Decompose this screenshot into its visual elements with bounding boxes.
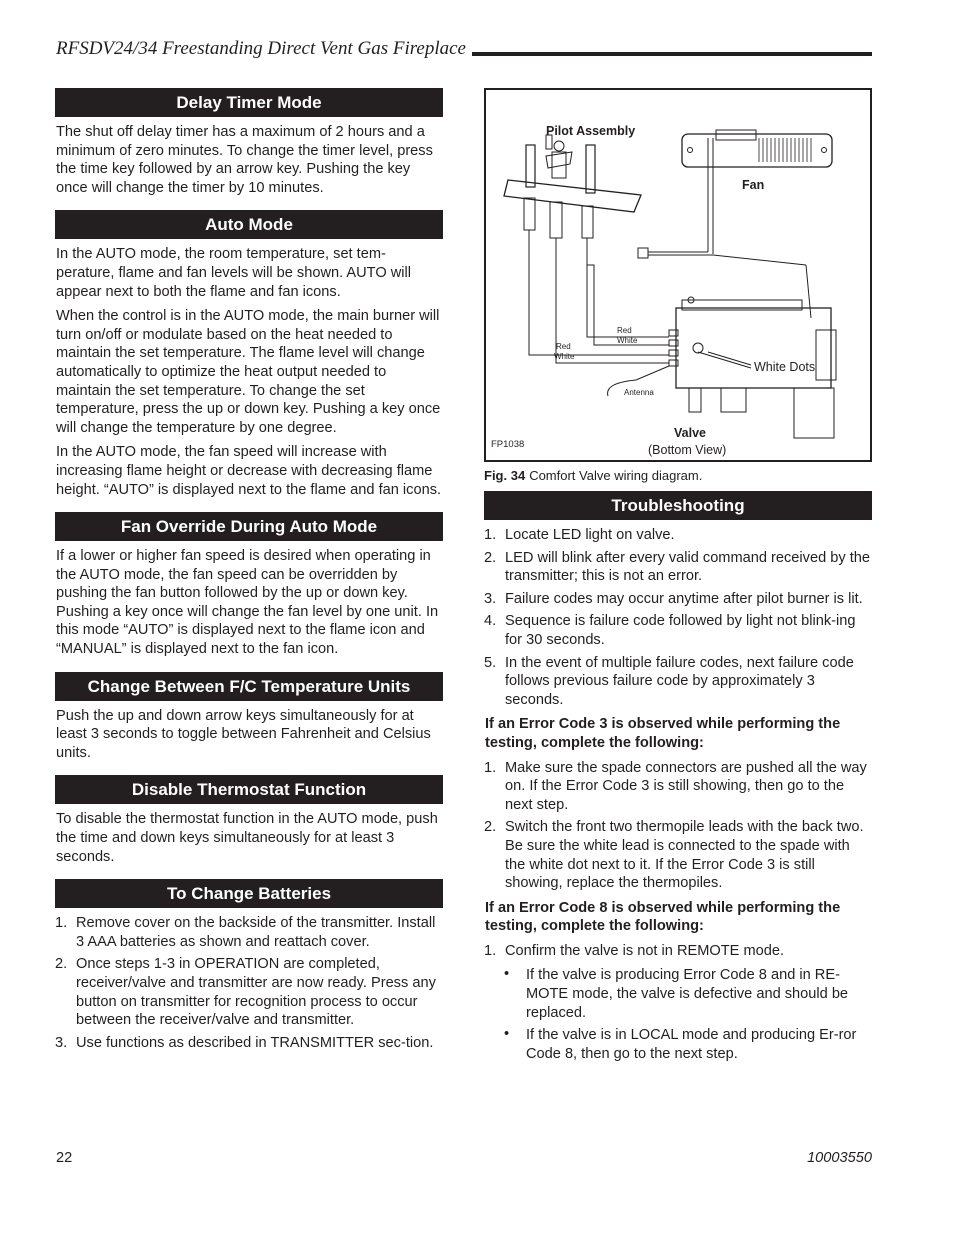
error-code-3-list — [484, 759, 872, 893]
list-item: • If the valve is producing Error Code 8 and in RE-MOTE mode, the valve is defective and should be replaced. — [504, 966, 849, 1021]
label-figure-code: FP1038 — [491, 439, 525, 450]
error-code-8-heading: If an Error Code 8 is observed while performing the testing, complete the following: — [485, 899, 841, 935]
temp-units-text: Push the up and down arrow keys simultaneously for at least 3 seconds to toggle between Fahrenheit and Celsius units. — [56, 707, 431, 761]
label-bottom-view: (Bottom View) — [648, 443, 727, 457]
list-item: 2. Switch the front two thermopile leads with the back two. Be sure the white lead is connected to the spade with the white dot next to it. If the Error Code 3 is still showing, replace the thermopiles. — [484, 819, 864, 892]
figure-caption-label: Fig. 34 — [484, 468, 526, 483]
left-column — [55, 88, 443, 1058]
batteries-list — [55, 914, 443, 1052]
label-white-dots: White Dots — [754, 360, 816, 374]
page-number: 22 — [56, 1150, 73, 1166]
wiring-diagram-drawing — [486, 90, 870, 460]
error-code-8-list — [484, 942, 872, 961]
delay-timer-text: The shut off delay timer has a maximum of 2 hours and a minimum of zero minutes. To change the timer level, press the time key followed by an arrow key. Pushing the key once will change the timer by 10 minutes. — [56, 124, 433, 196]
auto-mode-paragraph-2: When the control is in the AUTO mode, the main burner will turn on/off or modulate based on the heat needed to maintain the set temperature. The flame level will change automatically to optimize the heat output needed to maintain the set temperature. To change the set temperature, press the up or down key. Pushing a key once will change the temperature by one degree. — [56, 308, 441, 436]
list-item: 5. In the event of multiple failure codes, next failure code follows previous failure code by approximately 3 seconds. — [484, 654, 854, 708]
auto-mode-paragraph-3: In the AUTO mode, the fan speed will increase with increasing flame height or decrease with decreasing flame height. “AUTO” is displayed next to the flame and fan icons. — [56, 444, 442, 498]
error-code-8-bullets — [484, 966, 872, 1063]
list-item: 4. Sequence is failure code followed by light not blink-ing for 30 seconds. — [484, 613, 856, 648]
list-item: 1. Remove cover on the backside of the transmitter. Install 3 AAA batteries as shown and reattach cover. — [55, 915, 436, 950]
section-heading-troubleshooting: Troubleshooting — [484, 491, 872, 520]
label-red-2: Red — [556, 342, 571, 351]
right-column — [484, 88, 872, 1067]
list-item: 3. Use functions as described in TRANSMITTER sec-tion. — [55, 1034, 434, 1051]
label-fan: Fan — [742, 178, 765, 192]
figure-caption — [484, 468, 872, 483]
section-heading-fan-override: Fan Override During Auto Mode — [55, 512, 443, 541]
list-item: 2. Once steps 1-3 in OPERATION are completed, receiver/valve and transmitter are now ready. Press any button on transmitter for recognition process to occur between the receiver/valve and transmitter. — [55, 956, 436, 1029]
troubleshooting-list — [484, 526, 872, 709]
list-item: • If the valve is in LOCAL mode and producing Er-ror Code 8, then go to the next step. — [504, 1026, 857, 1062]
list-item: 2. LED will blink after every valid command received by the transmitter; this is not an error. — [484, 549, 871, 585]
section-heading-disable-thermostat: Disable Thermostat Function — [55, 775, 443, 804]
label-pilot-assembly: Pilot Assembly — [546, 124, 636, 138]
document-number: 10003550 — [807, 1150, 872, 1166]
section-heading-auto-mode: Auto Mode — [55, 210, 443, 239]
list-item: 1. Make sure the spade connectors are pushed all the way on. If the Error Code 3 is still showing, then go to the next step. — [484, 759, 867, 813]
wiring-diagram — [484, 88, 872, 462]
section-heading-delay-timer: Delay Timer Mode — [55, 88, 443, 117]
document-header-title: RFSDV24/34 Freestanding Direct Vent Gas Fireplace — [56, 38, 466, 59]
list-item: 3. Failure codes may occur anytime after pilot burner is lit. — [484, 590, 863, 607]
label-antenna: Antenna — [624, 388, 654, 397]
label-red-1: Red — [617, 326, 632, 335]
list-item: 1. Locate LED light on valve. — [484, 527, 675, 543]
label-white-1: White — [617, 336, 638, 345]
list-item: 1. Confirm the valve is not in REMOTE mode. — [484, 942, 784, 959]
fan-override-text: If a lower or higher fan speed is desired when operating in the AUTO mode, the fan speed can be overridden by pushing the fan button followed by the up or down key. Pushing a key once will change the fan level by one unit. In this mode “AUTO” is displayed next to the flame icon and “MANUAL” is displayed next to the fan icon. — [56, 548, 439, 658]
figure-caption-text: Comfort Valve wiring diagram. — [529, 468, 703, 483]
section-heading-temp-units: Change Between F/C Temperature Units — [55, 672, 443, 701]
disable-thermostat-text: To disable the thermostat function in the AUTO mode, push the time and down keys simultaneously for at least 3 seconds. — [56, 811, 438, 865]
label-white-2: White — [554, 352, 575, 361]
section-heading-batteries: To Change Batteries — [55, 879, 443, 908]
auto-mode-paragraph-1: In the AUTO mode, the room temperature, set tem-perature, flame and fan levels will be shown. AUTO will appear next to both the flame and fan icons. — [56, 246, 412, 300]
header-rule — [472, 52, 872, 56]
error-code-3-heading: If an Error Code 3 is observed while performing the testing, complete the following: — [485, 716, 841, 751]
label-valve: Valve — [674, 426, 706, 440]
